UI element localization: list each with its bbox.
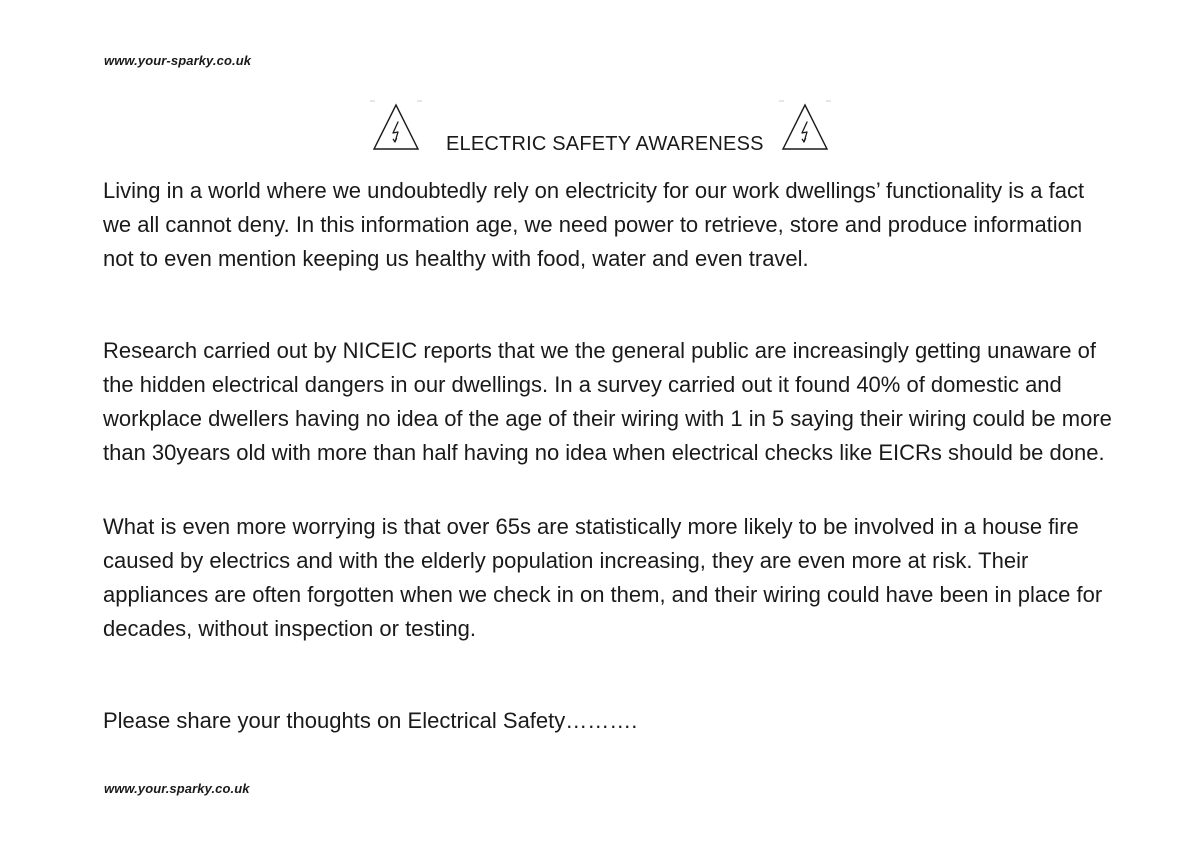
high-voltage-warning-icon — [369, 100, 423, 154]
elderly-risk-paragraph: What is even more worrying is that over 65s are statistically more likely to be involved in a house fire caused by electrics and with the elderly population increasing, they are even more at risk. Their appliances are often forgotten when we check in on them, and their wiring could have been in place for decades, without inspection or testing. — [103, 514, 1103, 641]
footer-website-url: www.your.sparky.co.uk — [104, 781, 250, 796]
page-title: ELECTRIC SAFETY AWARENESS — [446, 133, 764, 155]
research-paragraph: Research carried out by NICEIC reports that we the general public are increasingly getting unaware of the hidden electrical dangers in our dwellings. In a survey carried out it found 40% of domestic and workplace dwellers having no idea of the age of their wiring with 1 in 5 saying their wiring could be more than 30years old with more than half having no idea when electrical checks like EICRs should be done. — [103, 338, 1112, 465]
intro-paragraph: Living in a world where we undoubtedly rely on electricity for our work dwellings’ functionality is a fact we all cannot deny. In this information age, we need power to retrieve, store and produce information not to even mention keeping us healthy with food, water and even travel. — [103, 178, 1085, 271]
header-website-url: www.your-sparky.co.uk — [104, 53, 252, 68]
title-row — [0, 100, 1200, 160]
high-voltage-warning-icon — [778, 100, 832, 154]
share-thoughts-paragraph: Please share your thoughts on Electrical Safety………. — [103, 708, 638, 733]
